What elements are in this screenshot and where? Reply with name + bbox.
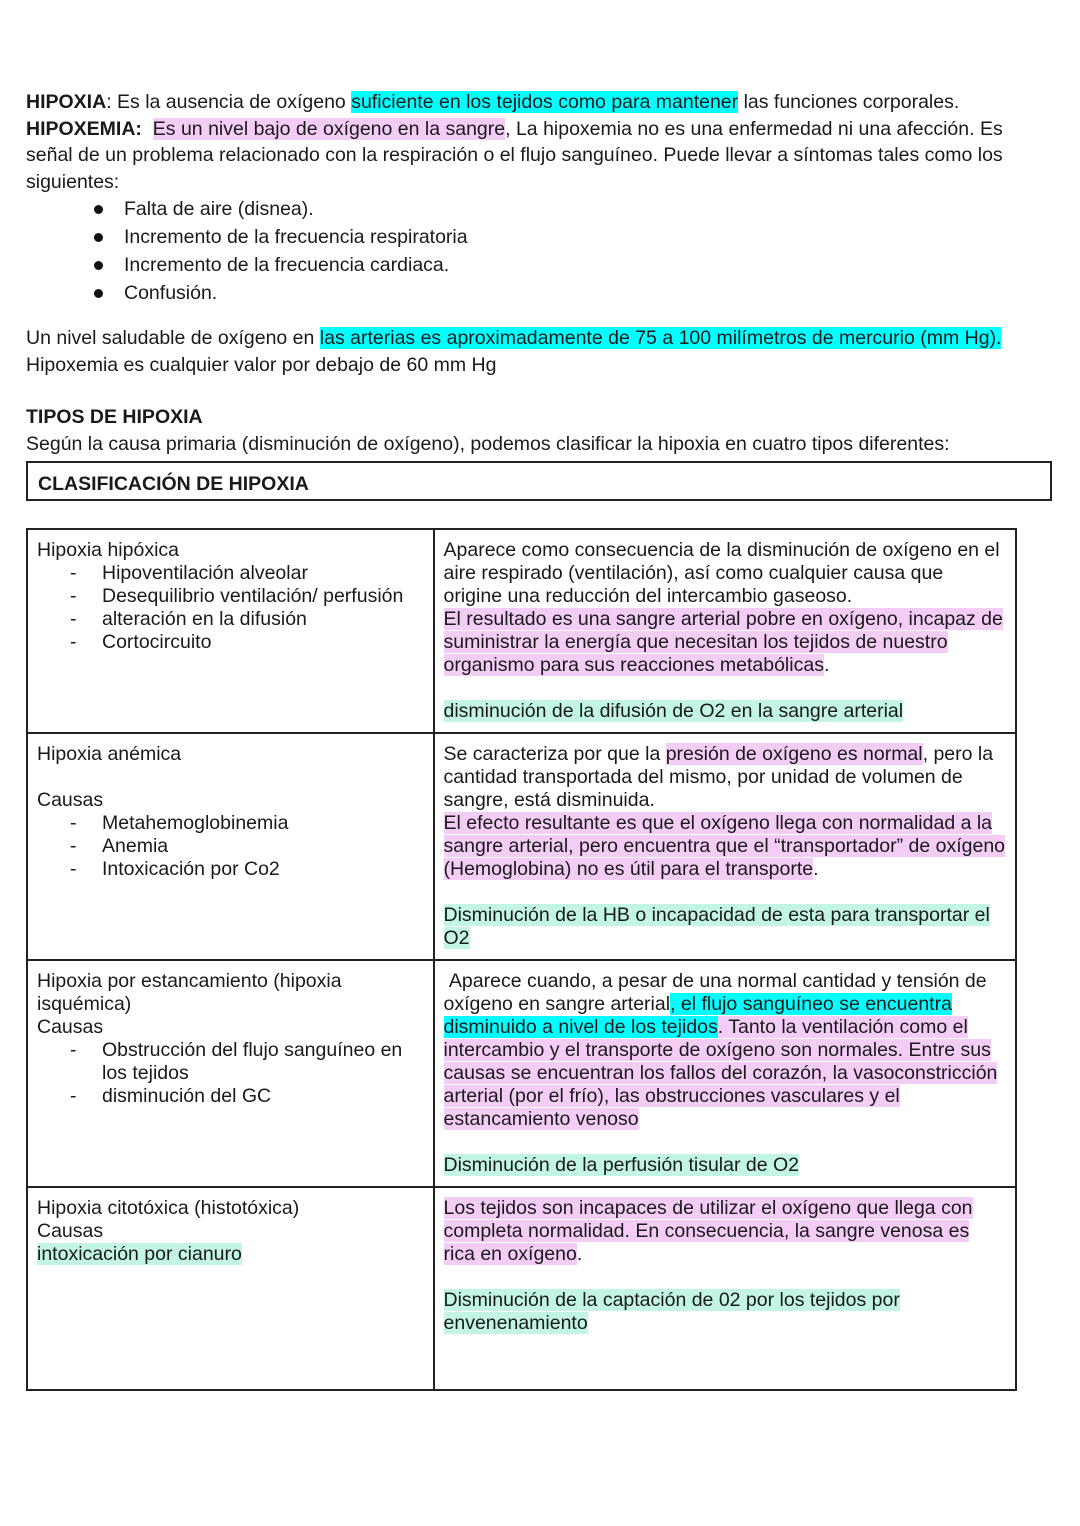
cause-list [37,562,424,654]
highlight-pink: . Tanto la ventilación como el intercambio y el transporte de oxígeno son normales. Entre sus causas se encuentran los fallos del corazón, la vasoconstricción arterial (por el frío), las obstrucciones vasculares y el estancamiento venoso [443,1016,998,1130]
table-row [27,960,1016,1187]
hipoxia-term: HIPOXIA [26,91,107,113]
symptom-item: Incremento de la frecuencia cardiaca. [26,251,1056,279]
spacer [26,307,1056,325]
type-cell [27,529,434,733]
table-row [27,733,1016,960]
description-cell: Aparece como consecuencia de la disminución de oxígeno en el aire respirado (ventilación), así como cualquier causa que origine una reducción del intercambio gaseoso. El resultado es una sangre arterial pobre en oxígeno, incapaz de suministrar la energía que necesitan los tejidos de nuestro organismo para sus reacciones metabólicas. disminución de la difusión de O2 en la sangre arterial [434,529,1017,733]
classification-header-box: CLASIFICACIÓN DE HIPOXIA [26,461,1052,501]
cause-item: - Desequilibrio ventilación/ perfusión [37,585,424,608]
cause-item: - Cortocircuito [37,631,424,654]
section-subtitle: Según la causa primaria (disminución de oxígeno), podemos clasificar la hipoxia en cuatro tipos diferentes: [26,432,950,455]
highlight-pink: El resultado es una sangre arterial pobre en oxígeno, incapaz de suministrar la energía que necesitan los tejidos de nuestro organismo para sus reacciones metabólicas [443,608,1003,676]
type-name: Hipoxia citotóxica (histotóxica) [37,1197,300,1219]
description-cell: Se caracteriza por que la presión de oxígeno es normal, pero la cantidad transportada del mismo, por unidad de volumen de sangre, está disminuida. El efecto resultante es que el oxígeno llega con normalidad a la sangre arterial, pero encuentra que el “transportador” de oxígeno (Hemoglobina) no es útil para el transporte. Disminución de la HB o incapacidad de esta para transportar el O2 [434,733,1017,960]
symptom-item: Falta de aire (disnea). [26,195,1056,223]
type-cell [27,960,434,1187]
oxygen-level-text: Un nivel saludable de oxígeno en las arterias es aproximadamente de 75 a 100 milímetros de mercurio (mm Hg). [26,327,1002,349]
cause-list [37,812,424,881]
symptom-item: Confusión. [26,279,1056,307]
highlight-cyan: suficiente en los tejidos como para mantener [351,91,739,113]
hypoxia-classification-table [26,528,1017,1391]
cause-item: - alteración en la difusión [37,608,424,631]
cause-item: - Hipoventilación alveolar [37,562,424,585]
cause-item: - Metahemoglobinemia [37,812,424,835]
highlight-cyan: las arterias es aproximadamente de 75 a 100 milímetros de mercurio (mm Hg). [319,327,1002,349]
type-cell [27,1187,434,1390]
hipoxia-definition: HIPOXIA: Es la ausencia de oxígeno suficiente en los tejidos como para mantener las funciones corporales. [26,91,960,113]
highlight-pink: Los tejidos son incapaces de utilizar el oxígeno que llega con completa normalidad. En consecuencia, la sangre venosa es rica en oxígeno [443,1197,973,1265]
cause-list [37,1039,424,1108]
cause-item: - Intoxicación por Co2 [37,858,424,881]
symptom-list [26,195,1056,307]
cause-item: - Anemia [37,835,424,858]
causes-label: Causas [37,789,104,811]
highlight-cyan: , el flujo sanguíneo se encuentra disminuido a nivel de los tejidos [443,993,952,1038]
description-cell [434,960,1017,1187]
summary-highlight: Disminución de la captación de 02 por los tejidos por envenenamiento [443,1289,900,1334]
type-name: Hipoxia anémica [37,743,182,765]
description-cell: Los tejidos son incapaces de utilizar el oxígeno que llega con completa normalidad. En consecuencia, la sangre venosa es rica en oxígeno. Disminución de la captación de 02 por los tejidos por envenenamiento [434,1187,1017,1390]
cause-item: - Obstrucción del flujo sanguíneo en los tejidos [37,1039,424,1085]
section-title: TIPOS DE HIPOXIA [26,406,203,428]
causes-label: Causas [37,1220,104,1242]
symptom-item: Incremento de la frecuencia respiratoria [26,223,1056,251]
summary-highlight: Disminución de la HB o incapacidad de esta para transportar el O2 [443,904,990,949]
summary-highlight: Disminución de la perfusión tisular de O2 [443,1154,800,1176]
type-cell [27,733,434,960]
table-row [27,1187,1016,1390]
description-text: Se caracteriza por que la presión de oxígeno es normal, pero la cantidad transportada del mismo, por unidad de volumen de sangre, está disminuida. [443,743,994,811]
causes-label: Causas [37,1016,104,1038]
table-row [27,529,1016,733]
hipoxemia-definition: HIPOXEMIA: Es un nivel bajo de oxígeno en la sangre, La hipoxemia no es una enfermedad ni una afección. Es señal de un problema relacionado con la respiración o el flujo sanguíneo. Puede llevar a síntomas tales como los siguientes: [26,117,1003,193]
description-text: Aparece como consecuencia de la disminución de oxígeno en el aire respirado (ventilación), así como cualquier causa que origine una reducción del intercambio gaseoso. [443,539,1000,607]
highlight-pink: El efecto resultante es que el oxígeno llega con normalidad a la sangre arterial, pero encuentra que el “transportador” de oxígeno (Hemoglobina) no es útil para el transporte [443,812,1006,880]
summary-highlight: disminución de la difusión de O2 en la sangre arterial [443,700,904,722]
highlight-pink: Es un nivel bajo de oxígeno en la sangre [152,117,506,140]
hipoxemia-term: HIPOXEMIA: [26,117,142,140]
hipoxemia-threshold: Hipoxemia es cualquier valor por debajo de 60 mm Hg [26,353,497,376]
type-name: Hipoxia hipóxica [37,539,179,561]
highlight-pink: presión de oxígeno es normal [665,743,923,765]
cause-item: - disminución del GC [37,1085,424,1108]
document-page [26,89,1056,501]
spacer [26,378,1056,404]
description-text: Aparece cuando, a pesar de una normal cantidad y tensión de oxígeno en sangre arterial, el flujo sanguíneo se encuentra disminuido a nivel de los tejidos. Tanto la ventilación como el intercambio y el transporte de oxígeno son normales. Entre sus causas se encuentran los fallos del corazón, la vasoconstricción arterial (por el frío), las obstrucciones vasculares y el estancamiento venoso [443,970,998,1130]
type-name: Hipoxia por estancamiento (hipoxia isquémica) [37,970,342,1015]
cause-highlight: intoxicación por cianuro [37,1243,242,1265]
